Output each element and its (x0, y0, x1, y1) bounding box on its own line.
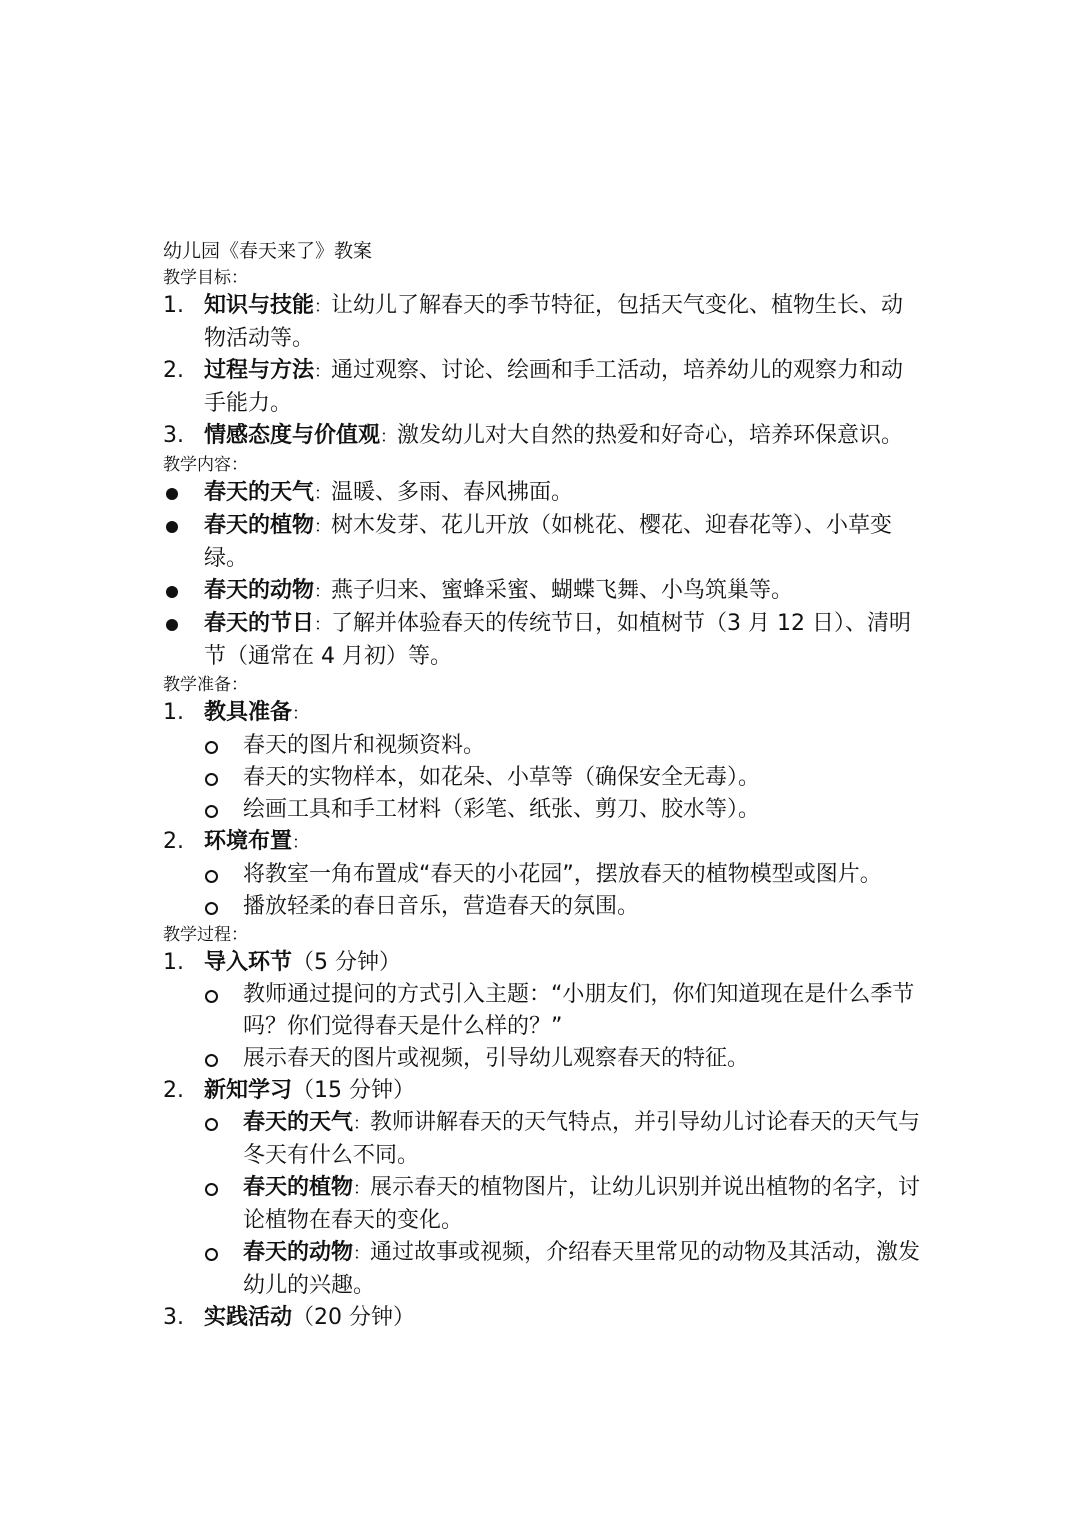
item-term: 春天的节日 (204, 611, 315, 636)
prep-list (163, 697, 923, 923)
sub-item-text: 播放轻柔的春日音乐，营造春天的氛围。 (243, 894, 640, 919)
process-list (163, 947, 923, 1334)
hollow-circle-bullet-icon (205, 870, 218, 883)
sub-list-item: 春天的植物：展示春天的植物图片，让幼儿识别并说出植物的名字，讨论植物在春天的变化。 (163, 1172, 923, 1237)
sub-list-item (163, 979, 923, 1043)
hollow-circle-bullet-icon (205, 741, 218, 754)
sub-item-term: 春天的天气 (243, 1110, 354, 1135)
item-text: 树木发芽、花儿开放（如桃花、樱花、迎春花等）、小草变绿。 (204, 513, 893, 571)
sub-item-text: 春天的实物样本，如花朵、小草等（确保安全无毒）。 (243, 765, 761, 790)
sub-item-text: 绘画工具和手工材料（彩笔、纸张、剪刀、胶水等）。 (243, 797, 761, 822)
item-text: 通过观察、讨论、绘画和手工活动，培养幼儿的观察力和动手能力。 (204, 358, 904, 416)
sub-item-term: 春天的植物 (243, 1175, 354, 1200)
item-term: 春天的动物 (204, 578, 315, 603)
item-term: 知识与技能 (204, 293, 315, 318)
sub-list-item (163, 891, 923, 923)
bullet-dot-icon (166, 619, 178, 631)
hollow-circle-bullet-icon (205, 805, 218, 818)
list-item: 1. 教具准备： (163, 697, 923, 730)
list-number: 2. (163, 1078, 184, 1103)
hollow-circle-bullet-icon (205, 1183, 218, 1196)
list-number: 3. (163, 423, 184, 448)
item-term: 春天的天气 (204, 480, 315, 505)
sub-list-item: 春天的动物：通过故事或视频，介绍春天里常见的动物及其活动，激发幼儿的兴趣。 (163, 1237, 923, 1302)
list-number: 2. (163, 829, 184, 854)
sub-list-item (163, 794, 923, 826)
sub-list-item: 春天的天气：教师讲解春天的天气特点，并引导幼儿讨论春天的天气与冬天有什么不同。 (163, 1107, 923, 1172)
hollow-circle-bullet-icon (205, 1248, 218, 1261)
list-item: 春天的天气：温暖、多雨、春风拂面。 (163, 477, 923, 510)
hollow-circle-bullet-icon (205, 1118, 218, 1131)
list-number: 1. (163, 700, 184, 725)
list-number: 1. (163, 293, 184, 318)
hollow-circle-bullet-icon (205, 1054, 218, 1067)
item-text: 让幼儿了解春天的季节特征，包括天气变化、植物生长、动物活动等。 (204, 293, 904, 351)
section-heading-content: 教学内容： (163, 455, 248, 475)
list-item: 春天的植物：树木发芽、花儿开放（如桃花、樱花、迎春花等）、小草变绿。 (163, 510, 923, 575)
sub-list-item (163, 859, 923, 891)
item-time: （15 分钟） (292, 1078, 416, 1103)
item-term: 春天的植物 (204, 513, 315, 538)
hollow-circle-bullet-icon (205, 773, 218, 786)
item-term: 过程与方法 (204, 358, 315, 383)
sub-item-text: 教师讲解春天的天气特点，并引导幼儿讨论春天的天气与冬天有什么不同。 (243, 1110, 921, 1168)
list-item (163, 1302, 923, 1334)
lesson-plan-document (163, 236, 923, 1334)
hollow-circle-bullet-icon (205, 902, 218, 915)
sub-list-item (163, 762, 923, 794)
item-text: 燕子归来、蜜蜂采蜜、蝴蝶飞舞、小鸟筑巢等。 (331, 578, 794, 603)
list-item (163, 947, 923, 979)
sub-item-text: 将教室一角布置成“春天的小花园”，摆放春天的植物模型或图片。 (243, 862, 882, 887)
list-item: 2. 环境布置： (163, 826, 923, 859)
sub-item-text: 展示春天的植物图片，让幼儿识别并说出植物的名字，讨论植物在春天的变化。 (243, 1175, 921, 1233)
sub-item-text: 教师通过提问的方式引入主题：“小朋友们，你们知道现在是什么季节吗？你们觉得春天是什么样的？” (243, 982, 915, 1039)
bullet-dot-icon (166, 488, 178, 500)
list-item: 春天的节日：了解并体验春天的传统节日，如植树节（3 月 12 日）、清明节（通常在 4 月初）等。 (163, 608, 923, 673)
item-term: 实践活动 (204, 1305, 293, 1330)
sub-list-item (163, 730, 923, 762)
section-heading-process: 教学过程： (163, 925, 248, 945)
item-term: 教具准备 (204, 700, 293, 725)
list-number: 3. (163, 1305, 184, 1330)
list-item (163, 1075, 923, 1107)
item-term: 情感态度与价值观 (204, 423, 381, 448)
item-term: 新知学习 (204, 1078, 293, 1103)
item-time: （5 分钟） (292, 950, 402, 975)
goals-list (163, 290, 923, 453)
sub-item-text: 展示春天的图片或视频，引导幼儿观察春天的特征。 (243, 1046, 750, 1071)
bullet-dot-icon (166, 521, 178, 533)
list-item: 3. 情感态度与价值观：激发幼儿对大自然的热爱和好奇心，培养环保意识。 (163, 420, 923, 453)
item-text: 激发幼儿对大自然的热爱和好奇心，培养环保意识。 (397, 423, 904, 448)
item-time: （20 分钟） (292, 1305, 416, 1330)
list-item: 2. 过程与方法：通过观察、讨论、绘画和手工活动，培养幼儿的观察力和动手能力。 (163, 355, 923, 420)
sub-item-term: 春天的动物 (243, 1240, 354, 1265)
list-number: 1. (163, 950, 184, 975)
list-item: 1. 知识与技能：让幼儿了解春天的季节特征，包括天气变化、植物生长、动物活动等。 (163, 290, 923, 355)
sub-list-item (163, 1043, 923, 1075)
bullet-dot-icon (166, 586, 178, 598)
content-list (163, 477, 923, 673)
section-heading-goals: 教学目标： (163, 268, 248, 288)
item-text: 温暖、多雨、春风拂面。 (331, 480, 574, 505)
document-title: 幼儿园《春天来了》教案 (163, 240, 373, 262)
list-item: 春天的动物：燕子归来、蜜蜂采蜜、蝴蝶飞舞、小鸟筑巢等。 (163, 575, 923, 608)
sub-item-text: 春天的图片和视频资料。 (243, 733, 486, 758)
list-number: 2. (163, 358, 184, 383)
item-text: 了解并体验春天的传统节日，如植树节（3 月 12 日）、清明节（通常在 4 月初）等。 (204, 611, 911, 669)
item-term: 环境布置 (204, 829, 293, 854)
hollow-circle-bullet-icon (205, 990, 218, 1003)
sub-item-text: 通过故事或视频，介绍春天里常见的动物及其活动，激发幼儿的兴趣。 (243, 1240, 921, 1298)
item-term: 导入环节 (204, 950, 293, 975)
section-heading-prep: 教学准备： (163, 675, 248, 695)
